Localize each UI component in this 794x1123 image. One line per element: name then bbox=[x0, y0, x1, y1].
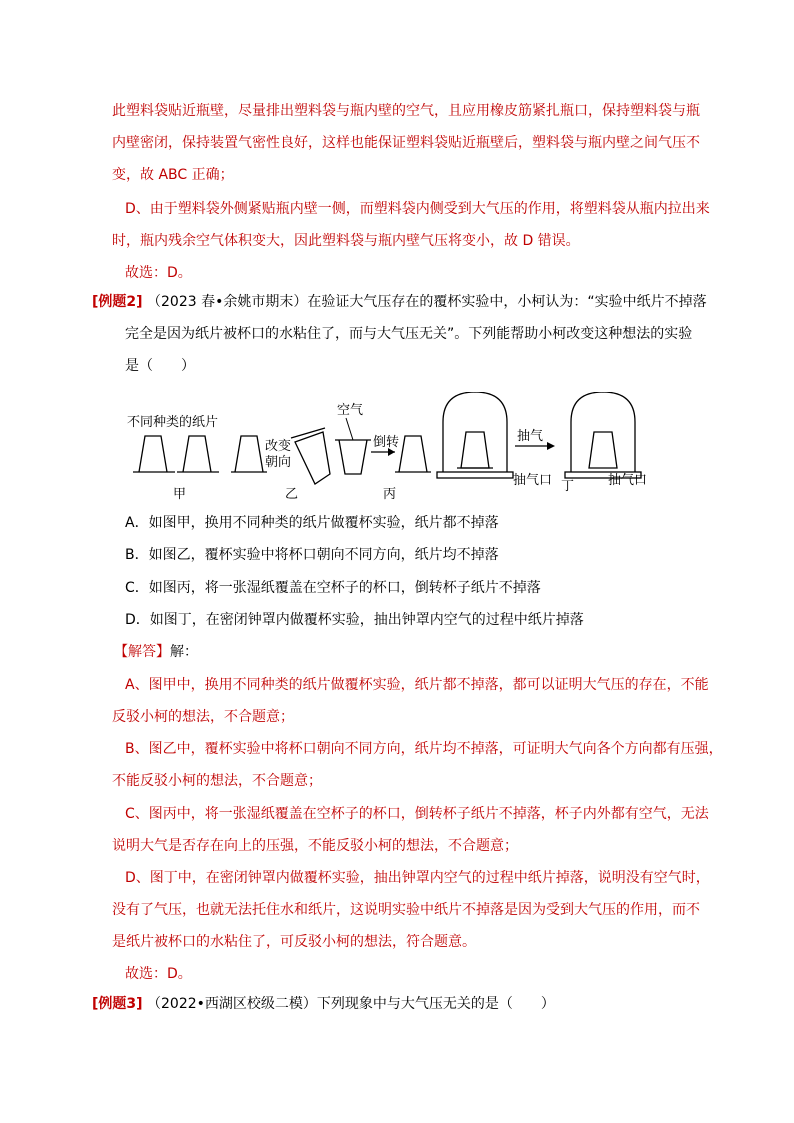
example3-stem-line bbox=[92, 994, 555, 1014]
cup-icon bbox=[399, 436, 427, 472]
figure-label-invert: 倒转 bbox=[373, 435, 400, 450]
cup-icon bbox=[339, 440, 367, 474]
cup-icon bbox=[589, 432, 617, 468]
cup-icon bbox=[235, 436, 263, 472]
answer-line: 没有了气压，也就无法托住水和纸片，这说明实验中纸片不掉落是因为受到大气压的作用，而不 bbox=[112, 902, 700, 918]
yi-cup bbox=[291, 428, 330, 484]
answer-line: 说明大气是否存在向上的压强，不能反驳小柯的想法，不合题意； bbox=[112, 838, 518, 854]
prev-answer-line: D、由于塑料袋外侧紧贴瓶内壁一侧，而塑料袋内侧受到大气压的作用，将塑料袋从瓶内拉出来 bbox=[125, 201, 710, 217]
figure-label-air: 空气 bbox=[337, 403, 364, 418]
option-c: C．如图丙，将一张湿纸覆盖在空杯子的杯口，倒转杯子纸片不掉落 bbox=[125, 580, 541, 596]
answer-line: C、图丙中，将一张湿纸覆盖在空杯子的杯口，倒转杯子纸片不掉落，杯子内外都有空气，无法 bbox=[125, 806, 709, 822]
example2-tag: [例题2] bbox=[92, 294, 143, 310]
figure-label-change-2: 朝向 bbox=[265, 455, 292, 470]
answer-line: 不能反驳小柯的想法，不合题意； bbox=[112, 773, 322, 789]
example2-stem-line: 是（ ） bbox=[125, 358, 195, 374]
answer-line: 是纸片被杯口的水粘住了，可反驳小柯的想法，符合题意。 bbox=[112, 934, 476, 950]
air-pointer bbox=[346, 418, 353, 440]
arrow-head-icon bbox=[547, 442, 555, 450]
base-plate-icon bbox=[437, 472, 513, 478]
option-a: A．如图甲，换用不同种类的纸片做覆杯实验，纸片都不掉落 bbox=[125, 515, 499, 531]
figure-label-outlet-1: 抽气口 bbox=[513, 473, 553, 488]
answer-line: B、图乙中，覆杯实验中将杯口朝向不同方向，纸片均不掉落，可证明大气向各个方向都有压强， bbox=[125, 741, 723, 757]
ding-bell-jar-right bbox=[565, 392, 641, 478]
example2-stem: 在验证大气压存在的覆杯实验中，小柯认为：“实验中纸片不掉落 bbox=[307, 294, 707, 310]
cup-icon bbox=[461, 432, 489, 468]
jia-cups bbox=[133, 436, 267, 472]
prev-answer-line: 内壁密闭，保持装置气密性良好，这样也能保证塑料袋贴近瓶壁后，塑料袋与瓶内壁之间气压不 bbox=[112, 135, 700, 151]
caption-ding: 丁 bbox=[561, 479, 575, 494]
caption-jia: 甲 bbox=[173, 487, 187, 502]
caption-yi: 乙 bbox=[285, 487, 299, 502]
tilted-cup-icon bbox=[295, 432, 330, 484]
answer-line: 反驳小柯的想法，不合题意； bbox=[112, 709, 294, 725]
prev-answer-line: 时，瓶内残余空气体积变大，因此塑料袋与瓶内壁气压将变小，故 D 错误。 bbox=[112, 233, 580, 249]
experiment-figure bbox=[125, 392, 655, 504]
cup-icon bbox=[183, 436, 211, 472]
ding-bell-jar-left bbox=[437, 392, 513, 478]
example3-source: （2022•西湖区校级二模） bbox=[147, 996, 317, 1012]
answer-line: A、图甲中，换用不同种类的纸片做覆杯实验，纸片都不掉落，都可以证明大气压的存在，不能 bbox=[125, 677, 709, 693]
answer-line: D、图丁中，在密闭钟罩内做覆杯实验，抽出钟罩内空气的过程中纸片掉落，说明没有空气时， bbox=[125, 870, 710, 886]
figure-label-pump: 抽气 bbox=[517, 429, 544, 444]
example3-tag: [例题3] bbox=[92, 996, 143, 1012]
answer-header-tail: 解： bbox=[170, 644, 198, 660]
answer-header-line bbox=[114, 642, 198, 662]
figure-label-change-1: 改变 bbox=[265, 439, 292, 454]
option-d: D．如图丁，在密闭钟罩内做覆杯实验，抽出钟罩内空气的过程中纸片掉落 bbox=[125, 612, 584, 628]
cup-icon bbox=[139, 436, 167, 472]
example2-source: （2023 春•余姚市期末） bbox=[147, 294, 308, 310]
caption-bing: 丙 bbox=[383, 487, 397, 502]
figure-label-papers: 不同种类的纸片 bbox=[127, 415, 219, 430]
prev-answer-choice: 故选：D。 bbox=[125, 265, 192, 281]
answer-header: 【解答】 bbox=[114, 644, 170, 660]
prev-answer-line: 变，故 ABC 正确； bbox=[112, 167, 234, 183]
option-b: B．如图乙，覆杯实验中将杯口朝向不同方向，纸片均不掉落 bbox=[125, 547, 499, 563]
example2-stem-line-1 bbox=[92, 292, 707, 312]
example2-stem-line: 完全是因为纸片被杯口的水粘住了，而与大气压无关”。下列能帮助小柯改变这种想法的实验 bbox=[125, 326, 693, 342]
prev-answer-line: 此塑料袋贴近瓶壁，尽量排出塑料袋与瓶内壁的空气，且应用橡皮筋紧扎瓶口，保持塑料袋与瓶 bbox=[112, 103, 700, 119]
example3-stem: 下列现象中与大气压无关的是（ ） bbox=[316, 996, 555, 1012]
answer-choice: 故选：D。 bbox=[125, 966, 192, 982]
figure-label-outlet-2: 抽气口 bbox=[607, 473, 647, 488]
